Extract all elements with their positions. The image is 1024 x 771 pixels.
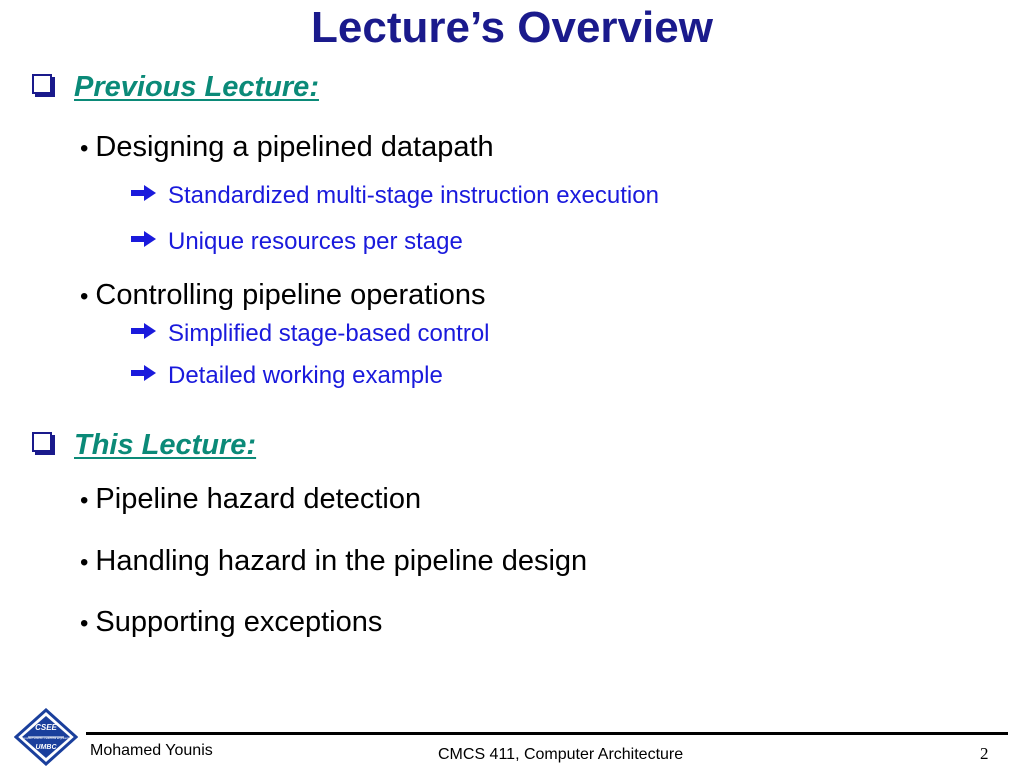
sub-list-item	[130, 181, 659, 211]
page-number: 2	[980, 744, 989, 763]
sub-list-item	[130, 361, 443, 391]
list-item	[80, 544, 587, 580]
bullet-text: Designing a pipelined datapath	[95, 131, 494, 163]
section-label: Previous Lecture:	[74, 71, 319, 103]
bullet-dot-icon: •	[80, 487, 89, 514]
bullet-text: Supporting exceptions	[95, 606, 383, 638]
sub-item-text: Simplified stage-based control	[168, 320, 490, 347]
right-arrow-icon	[130, 227, 158, 257]
footer-divider	[86, 732, 1008, 735]
bullet-dot-icon: •	[80, 283, 89, 310]
csee-umbc-logo	[14, 708, 78, 766]
list-item	[80, 482, 421, 518]
section-heading-this-lecture	[32, 428, 256, 462]
sub-list-item	[130, 319, 490, 349]
hollow-square-bullet-icon	[32, 74, 52, 94]
list-item	[80, 130, 494, 166]
logo-text-umbc: UMBC	[35, 744, 57, 751]
sub-list-item	[130, 227, 463, 257]
logo-text-csee: CSEE	[35, 723, 57, 732]
sub-item-text: Unique resources per stage	[168, 228, 463, 255]
right-arrow-icon	[130, 361, 158, 391]
footer-course: CMCS 411, Computer Architecture	[438, 746, 684, 763]
bullet-dot-icon: •	[80, 610, 89, 637]
hollow-square-bullet-icon	[32, 432, 52, 452]
bullet-dot-icon: •	[80, 549, 89, 576]
bullet-text: Pipeline hazard detection	[95, 483, 422, 515]
section-label: This Lecture:	[74, 429, 257, 461]
sub-item-text: Standardized multi-stage instruction execution	[168, 182, 659, 209]
right-arrow-icon	[130, 181, 158, 211]
list-item	[80, 605, 382, 641]
logo-text-dept: Computer Science + Electrical Engineering	[21, 737, 71, 740]
bullet-text: Handling hazard in the pipeline design	[95, 545, 588, 577]
bullet-dot-icon: •	[80, 135, 89, 162]
bullet-text: Controlling pipeline operations	[95, 279, 486, 311]
footer-author: Mohamed Younis	[90, 742, 213, 759]
sub-item-text: Detailed working example	[168, 362, 443, 389]
right-arrow-icon	[130, 319, 158, 349]
list-item	[80, 278, 486, 314]
section-heading-previous-lecture	[32, 70, 319, 104]
slide-title: Lecture’s Overview	[311, 3, 713, 52]
